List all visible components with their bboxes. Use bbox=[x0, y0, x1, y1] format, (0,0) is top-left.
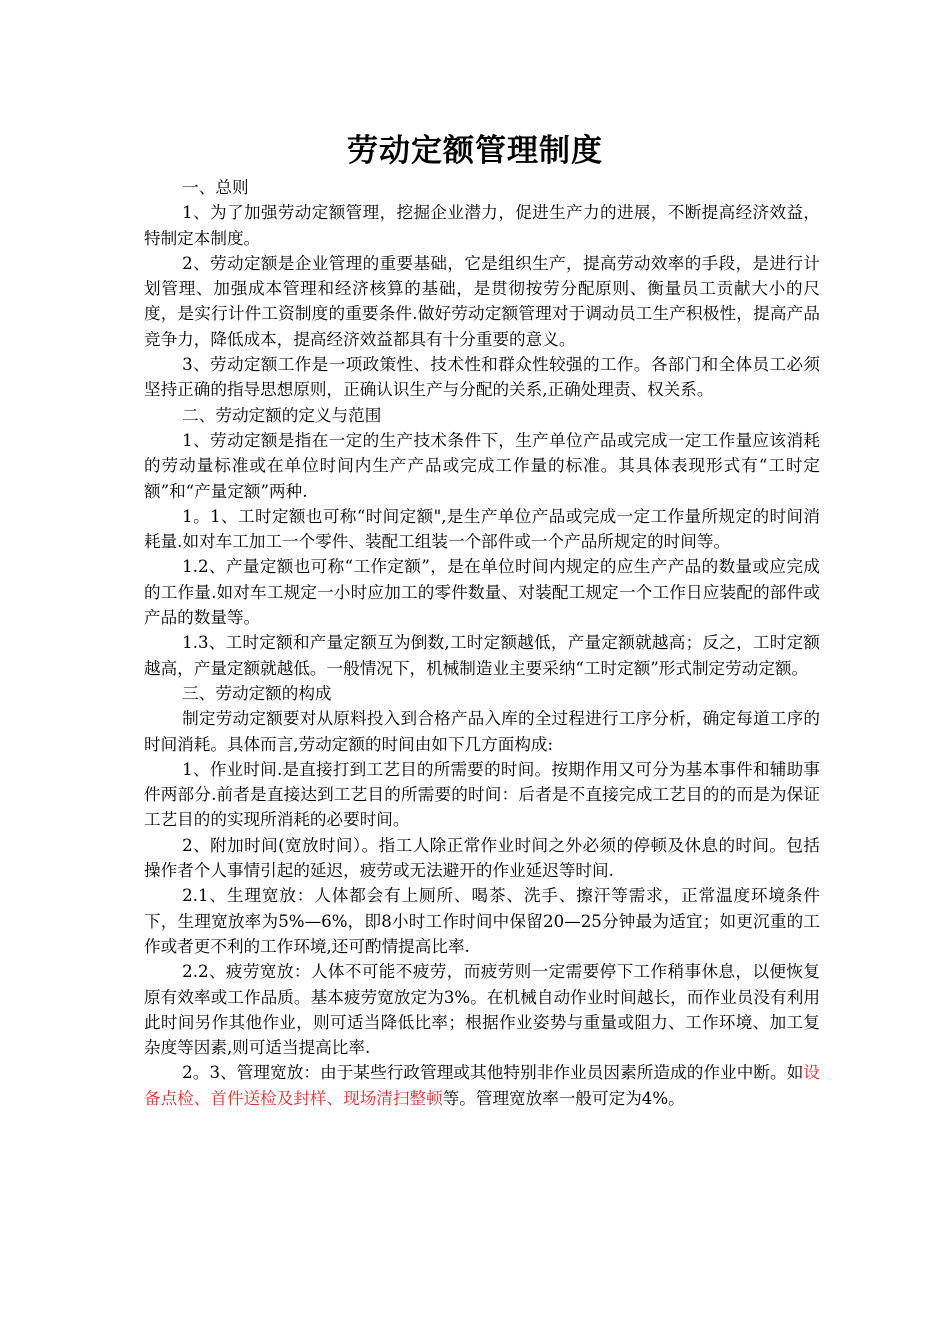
highlighted-examples: 设备点检、首件送检及封样、现场清扫整顿 bbox=[144, 1063, 820, 1108]
paragraph-2-3: 1.2、产量定额也可称“工作定额”，是在单位时间内规定的应生产产品的数量或应完成的工作量.如对车工规定一小时应加工的零件数量、对装配工规定一个工作日应装配的部件或产品的数量等。 bbox=[144, 557, 820, 628]
section-heading-composition: 三、劳动定额的构成 bbox=[182, 683, 332, 703]
paragraph-1-3: 3、劳动定额工作是一项政策性、技术性和群众性较强的工作。各部门和全体员工必须坚持正确的指导思想原则，正确认识生产与分配的关系,正确处理责、权关系。 bbox=[144, 355, 820, 400]
paragraph-2-2: 1。1、工时定额也可称“时间定额",是生产单位产品或完成一定工作量所规定的时间消耗量.如对车工加工一个零件、装配工组装一个部件或一个产品所规定的时间等。 bbox=[144, 506, 820, 552]
paragraph-2-1: 1、劳动定额是指在一定的生产技术条件下，生产单位产品或完成一定工作量应该消耗的劳动量标准或在单位时间内生产产品或完成工作量的标准。其具体表现形式有“工时定额”和“产量定额”两种. bbox=[144, 430, 820, 501]
paragraph-3-1: 1、作业时间.是直接打到工艺目的所需要的时间。按期作用又可分为基本事件和辅助事件两部分.前者是直接达到工艺目的所需要的时间：后者是不直接完成工艺目的的而是为保证工艺目的的实现所消耗的必要时间。 bbox=[144, 759, 820, 830]
paragraph-2-4: 1.3、工时定额和产量定额互为倒数,工时定额越低，产量定额就越高；反之，工时定额越高，产量定额就越低。一般情况下，机械制造业主要采纳“工时定额”形式制定劳动定额。 bbox=[144, 633, 820, 678]
paragraph-1-2: 2、劳动定额是企业管理的重要基础，它是组织生产，提高劳动效率的手段，是进行计划管理、加强成本管理和经济核算的基础，是贯彻按劳分配原则、衡量员工贡献大小的尺度，是实行计件工资制度的重要条件.做好劳动定额管理对于调动员工生产积极性，提高产品竞争力，降低成本，提高经济效益都具有十分重要的意义。 bbox=[144, 253, 820, 349]
paragraph-3-0: 制定劳动定额要对从原料投入到合格产品入库的全过程进行工序分析，确定每道工序的时间消耗。具体而言,劳动定额的时间由如下几方面构成: bbox=[144, 709, 820, 754]
paragraph-3-3: 2.1、生理宽放：人体都会有上厕所、喝茶、洗手、擦汗等需求，正常温度环境条件下，生理宽放率为5%—6%，即8小时工作时间中保留20—25分钟最为适宜；如更沉重的工作或者更不利的工作环境,还可酌情提高比率. bbox=[144, 886, 820, 956]
document-body bbox=[144, 175, 820, 1111]
paragraph-3-5-text-a: 2。3、管理宽放：由于某些行政管理或其他特别非作业员因素所造成的作业中断。如 bbox=[182, 1063, 804, 1083]
paragraph-3-5 bbox=[144, 1060, 820, 1111]
section-heading-general: 一、总则 bbox=[182, 178, 249, 197]
paragraph-3-2: 2、附加时间(宽放时间）。指工人除正常作业时间之外必须的停顿及休息的时间。包括操作者个人事情引起的延迟，疲劳或无法避开的作业延迟等时间. bbox=[144, 835, 820, 881]
paragraph-3-5-text-b: 等。管理宽放率一般可定为4%。 bbox=[442, 1088, 685, 1108]
paragraph-3-4: 2.2、疲劳宽放：人体不可能不疲劳，而疲劳则一定需要停下工作稍事休息，以便恢复原有效率或工作品质。基本疲劳宽放定为3%。在机械自动作业时间越长，而作业员没有利用此时间另作其他作业，则可适当降低比率；根据作业姿势与重量或阻力、工作环境、加工复杂度等因素,则可适当提高比率. bbox=[144, 962, 820, 1058]
document-title: 劳动定额管理制度 bbox=[347, 133, 603, 169]
paragraph-1-1: 1、为了加强劳动定额管理，挖掘企业潜力，促进生产力的进展，不断提高经济效益，特制定本制度。 bbox=[144, 203, 820, 248]
section-heading-definition: 二、劳动定额的定义与范围 bbox=[182, 405, 382, 425]
